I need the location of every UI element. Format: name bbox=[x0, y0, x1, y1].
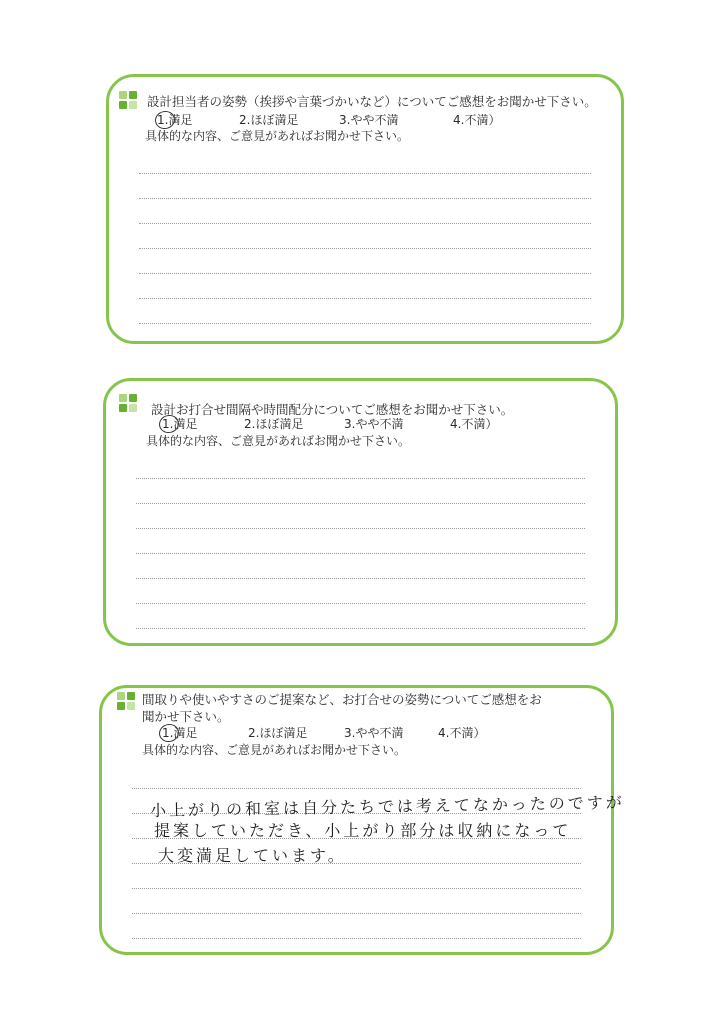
comment-line bbox=[139, 298, 591, 299]
comment-line bbox=[136, 478, 585, 479]
comment-line bbox=[139, 173, 591, 174]
option-dissatisfied[interactable]: 4.不満） bbox=[453, 113, 501, 127]
option-somewhat-dissatisfied[interactable]: 3.やや不満 bbox=[339, 113, 399, 127]
comment-line bbox=[132, 788, 581, 789]
comment-line bbox=[136, 578, 585, 579]
option-mostly-satisfied[interactable]: 2.ほぼ満足 bbox=[248, 726, 308, 740]
comment-line bbox=[139, 323, 591, 324]
comment-line bbox=[139, 248, 591, 249]
handwritten-comment-line: 提案していただき、小上がり部分は収納になって bbox=[154, 821, 572, 840]
survey-card-3 bbox=[99, 685, 625, 955]
comment-line bbox=[136, 628, 585, 629]
detail-prompt: 具体的な内容、ご意見があればお聞かせ下さい。 bbox=[142, 743, 407, 757]
handwritten-comment-line: 小上がりの和室は自分たちでは考えてなかったのですが bbox=[149, 792, 625, 821]
comment-line bbox=[136, 603, 585, 604]
detail-prompt: 具体的な内容、ご意見があればお聞かせ下さい。 bbox=[146, 434, 411, 448]
option-satisfied[interactable]: 1.満足 bbox=[162, 726, 198, 740]
survey-card-2 bbox=[103, 378, 618, 646]
option-somewhat-dissatisfied[interactable]: 3.やや不満 bbox=[344, 726, 404, 740]
option-somewhat-dissatisfied[interactable]: 3.やや不満 bbox=[344, 417, 404, 431]
comment-line bbox=[132, 888, 581, 889]
green-squares-icon bbox=[117, 692, 139, 710]
green-squares-icon bbox=[119, 394, 141, 412]
question-text: 設計お打合せ間隔や時間配分についてご感想をお聞かせ下さい。 bbox=[151, 402, 514, 417]
option-satisfied[interactable]: 1.満足 bbox=[157, 113, 193, 127]
comment-line bbox=[136, 503, 585, 504]
question-text-line1: 間取りや使いやすさのご提案など、お打合せの姿勢についてご感想をお bbox=[142, 692, 542, 707]
comment-line bbox=[139, 198, 591, 199]
option-satisfied[interactable]: 1.満足 bbox=[162, 417, 198, 431]
comment-line bbox=[139, 223, 591, 224]
handwritten-comment-line: 大変満足しています。 bbox=[158, 846, 347, 865]
comment-line bbox=[136, 528, 585, 529]
option-mostly-satisfied[interactable]: 2.ほぼ満足 bbox=[239, 113, 299, 127]
option-mostly-satisfied[interactable]: 2.ほぼ満足 bbox=[244, 417, 304, 431]
comment-line bbox=[132, 938, 581, 939]
green-squares-icon bbox=[119, 91, 141, 109]
option-dissatisfied[interactable]: 4.不満） bbox=[438, 726, 486, 740]
option-dissatisfied[interactable]: 4.不満） bbox=[450, 417, 498, 431]
survey-card-1 bbox=[106, 74, 624, 344]
comment-line bbox=[136, 553, 585, 554]
question-text-line2: 聞かせ下さい。 bbox=[142, 709, 230, 724]
question-text: 設計担当者の姿勢（挨拶や言葉づかいなど）についてご感想をお聞かせ下さい。 bbox=[147, 94, 597, 109]
comment-line bbox=[132, 913, 581, 914]
detail-prompt: 具体的な内容、ご意見があればお聞かせ下さい。 bbox=[145, 129, 410, 143]
comment-line bbox=[139, 273, 591, 274]
